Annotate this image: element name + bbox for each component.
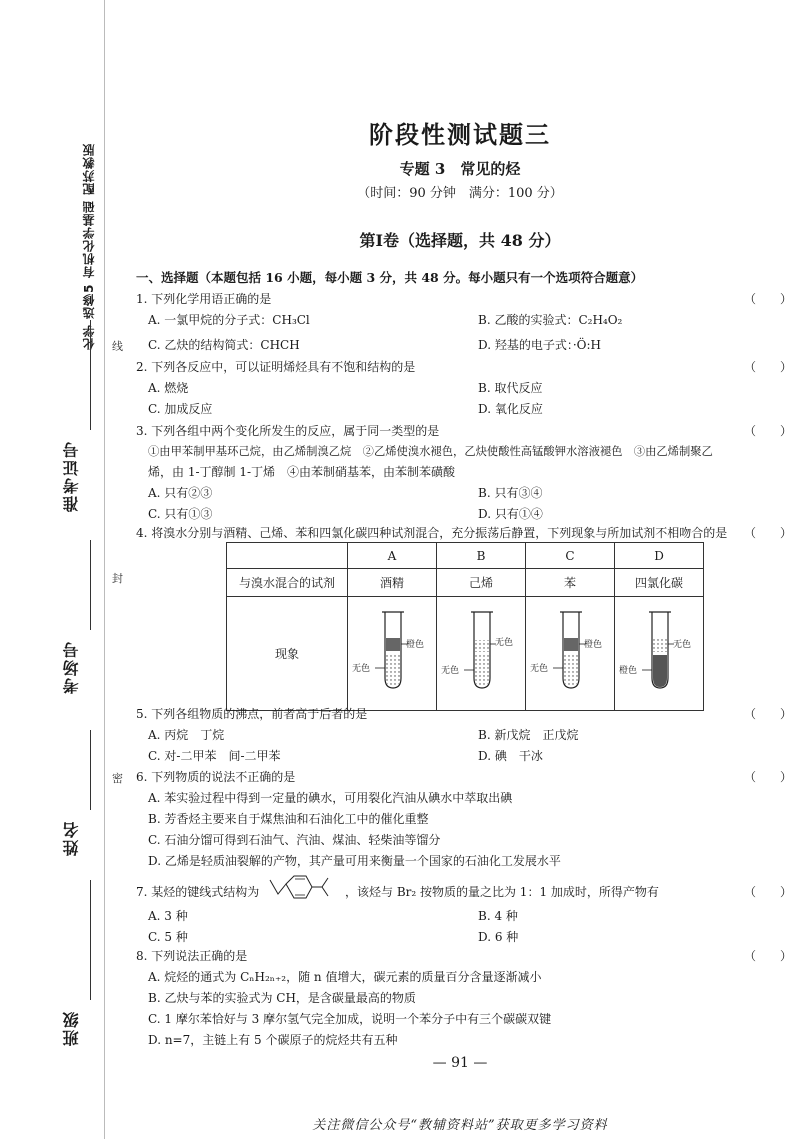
q3-statement-2: 烯，由 1-丁醇制 1-丁烯 ④由苯制硝基苯，由苯制苯磺酸	[148, 465, 456, 479]
q4-header-d: D	[615, 543, 704, 569]
tube-a-right-label: 橙色	[406, 640, 425, 650]
tube-c-right-label: 橙色	[584, 640, 603, 650]
q6-option-d: D. 乙烯是轻质油裂解的产物，其产量可用来衡量一个国家的石油化工发展水平	[148, 854, 561, 868]
q4-tube-d	[615, 597, 704, 711]
q6-option-b: B. 芳香烃主要来自于煤焦油和石油化工中的催化重整	[148, 812, 429, 826]
q2-option-c: C. 加成反应	[148, 402, 213, 416]
q5-option-a: A. 丙烷 丁烷	[148, 728, 225, 742]
q3-option-c: C. 只有①③	[148, 507, 213, 521]
q6-stem: 6. 下列物质的说法不正确的是	[136, 770, 296, 784]
q5-option-d: D. 碘 干冰	[478, 749, 543, 763]
q4-tube-a	[348, 597, 437, 711]
q4-phenomenon-label: 现象	[227, 597, 348, 711]
q8-stem: 8. 下列说法正确的是	[136, 949, 248, 963]
q4-reagent-b: 己烯	[437, 569, 526, 597]
q3-stem: 3. 下列各组中两个变化所发生的反应，属于同一类型的是	[136, 424, 440, 438]
page-subtitle: 专题 3 常见的烃	[399, 160, 521, 178]
q7-option-a: A. 3 种	[148, 909, 188, 923]
seal-mark-seal: 封	[112, 572, 123, 585]
q4-header-a: A	[348, 543, 437, 569]
q3-answer-paren: （ ）	[744, 424, 793, 438]
q5-answer-paren: （ ）	[744, 707, 793, 721]
q2-option-b: B. 取代反应	[478, 381, 543, 395]
part-title: 第Ⅰ卷（选择题，共 48 分）	[359, 231, 561, 250]
q4-header-blank	[227, 543, 348, 569]
tube-a-lower-label: 无色	[352, 664, 371, 674]
seal-mark-line: 线	[112, 340, 123, 353]
q4-stem: 4. 将溴水分别与酒精、己烯、苯和四氯化碳四种试剂混合，充分振荡后静置，下列现象与所加试剂不相吻合的是	[136, 526, 728, 540]
tube-b-upper-label: 无色	[495, 638, 514, 648]
q8-option-d: D. n=7，主链上有 5 个碳原子的烷烃共有五种	[148, 1033, 398, 1047]
q6-option-c: C. 石油分馏可得到石油气、汽油、煤油、轻柴油等馏分	[148, 833, 441, 847]
q7-stem-pre: 7. 某烃的键线式结构为	[136, 885, 260, 899]
field-class: 班级	[62, 1010, 81, 1046]
footer-note: 关注微信公众号“教辅资料站”获取更多学习资料	[312, 1118, 608, 1133]
section-heading: 一、选择题（本题包括 16 小题，每小题 3 分，共 48 分。每小题只有一个选项符合题意）	[136, 270, 644, 285]
test-tube-b-icon	[438, 598, 524, 706]
q1-option-b: B. 乙酸的实验式：C₂H₄O₂	[478, 313, 623, 327]
q6-option-a: A. 苯实验过程中得到一定量的碘水，可用裂化汽油从碘水中萃取出碘	[148, 791, 513, 805]
q1-option-c: C. 乙炔的结构简式：CHCH	[148, 338, 300, 352]
q4-tube-b	[437, 597, 526, 711]
time-score: （时间：90 分钟 满分：100 分）	[357, 186, 563, 201]
field-class-line	[90, 880, 91, 1000]
tube-d-right-label: 无色	[673, 640, 692, 650]
q3-option-d: D. 只有①④	[478, 507, 543, 521]
tube-c-lower-label: 无色	[530, 664, 549, 674]
q1-option-d: D. 羟基的电子式：·Ö:H	[478, 338, 601, 352]
q4-reagent-d: 四氯化碳	[615, 569, 704, 597]
q4-reagent-a: 酒精	[348, 569, 437, 597]
q7-option-d: D. 6 种	[478, 930, 519, 944]
page-title: 阶段性测试题三	[369, 120, 551, 149]
tube-d-lower-label: 橙色	[619, 666, 638, 676]
q2-option-d: D. 氧化反应	[478, 402, 543, 416]
q7-answer-paren: （ ）	[744, 885, 793, 899]
q4-header-c: C	[526, 543, 615, 569]
q7-stem-post: ，该烃与 Br₂ 按物质的量之比为 1：1 加成时，所得产物有	[345, 885, 659, 899]
field-exam-number: 准考证号	[62, 440, 81, 512]
test-tube-a-icon	[349, 598, 435, 706]
field-room-number-line	[90, 540, 91, 630]
q7-option-b: B. 4 种	[478, 909, 518, 923]
test-tube-c-icon	[527, 598, 613, 706]
q4-answer-paren: （ ）	[744, 526, 793, 540]
q7-option-c: C. 5 种	[148, 930, 188, 944]
field-name-line	[90, 730, 91, 810]
q5-stem: 5. 下列各组物质的沸点，前者高于后者的是	[136, 707, 368, 721]
page-number: — 91 —	[432, 1055, 488, 1071]
q4-row-label: 与溴水混合的试剂	[227, 569, 348, 597]
q3-option-b: B. 只有③④	[478, 486, 543, 500]
q7-skeletal-structure-icon	[268, 872, 344, 902]
q8-option-b: B. 乙炔与苯的实验式为 CH，是含碳量最高的物质	[148, 991, 416, 1005]
q5-option-c: C. 对-二甲苯 间-二甲苯	[148, 749, 281, 763]
field-exam-number-line	[90, 320, 91, 430]
q8-option-a: A. 烷烃的通式为 CₙH₂ₙ₊₂，随 n 值增大，碳元素的质量百分含量逐渐减小	[148, 970, 542, 984]
q2-stem: 2. 下列各反应中，可以证明烯烃具有不饱和结构的是	[136, 360, 416, 374]
seal-mark-secret: 密	[112, 772, 123, 785]
tube-b-lower-label: 无色	[441, 666, 460, 676]
q2-answer-paren: （ ）	[744, 360, 793, 374]
q3-option-a: A. 只有②③	[148, 486, 213, 500]
q8-option-c: C. 1 摩尔苯恰好与 3 摩尔氢气完全加成，说明一个苯分子中有三个碳碳双键	[148, 1012, 552, 1026]
q1-answer-paren: （ ）	[744, 292, 793, 306]
q4-table	[226, 542, 704, 711]
q2-option-a: A. 燃烧	[148, 381, 189, 395]
q1-stem: 1. 下列化学用语正确的是	[136, 292, 272, 306]
q1-option-a: A. 一氯甲烷的分子式：CH₃Cl	[148, 313, 310, 327]
q4-header-b: B	[437, 543, 526, 569]
q8-answer-paren: （ ）	[744, 949, 793, 963]
test-tube-d-icon	[616, 598, 702, 706]
q5-option-b: B. 新戊烷 正戊烷	[478, 728, 579, 742]
q4-reagent-c: 苯	[526, 569, 615, 597]
q4-tube-c	[526, 597, 615, 711]
book-info: 化学 选修5 有机化学基础 配苏教版	[82, 143, 96, 350]
q3-statement-1: ①由甲苯制甲基环己烷，由乙烯制溴乙烷 ②乙烯使溴水褪色，乙炔使酸性高锰酸钾水溶液褪色 ③由乙烯制聚乙	[148, 445, 713, 458]
field-name: 姓名	[62, 820, 81, 856]
field-room-number: 考场号	[62, 640, 81, 694]
q6-answer-paren: （ ）	[744, 770, 793, 784]
